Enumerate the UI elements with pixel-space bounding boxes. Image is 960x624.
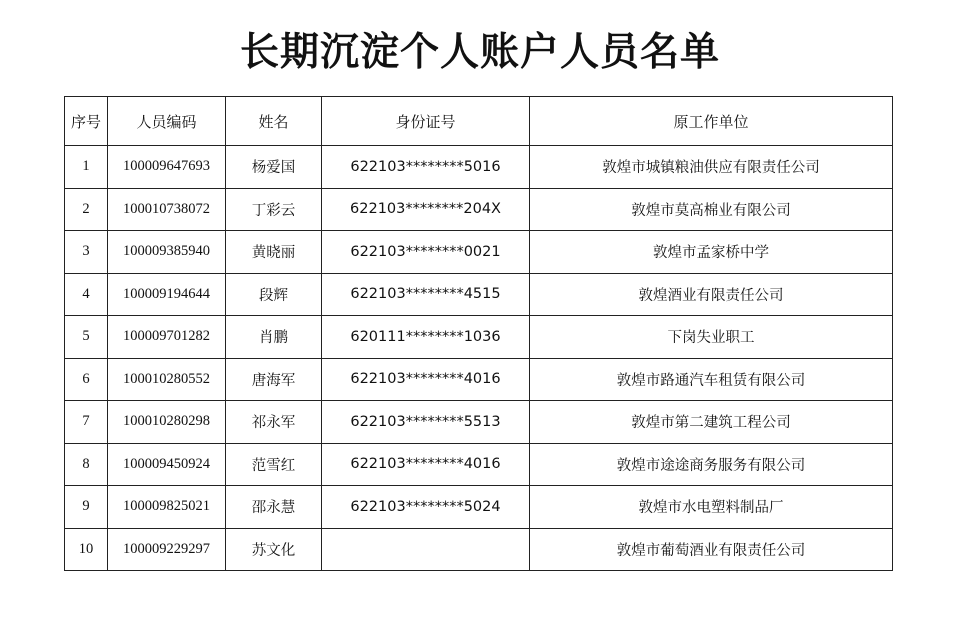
cell-seq: 5 — [65, 316, 108, 359]
page-title: 长期沉淀个人账户人员名单 — [239, 29, 720, 75]
cell-seq: 9 — [65, 486, 108, 529]
cell-name: 段辉 — [226, 273, 322, 316]
cell-id: 622103********5513 — [322, 401, 530, 444]
table-row — [65, 273, 893, 316]
cell-seq: 4 — [65, 273, 108, 316]
cell-id: 622103********4016 — [322, 358, 530, 401]
cell-seq: 3 — [65, 231, 108, 274]
cell-name: 杨爱国 — [226, 146, 322, 189]
cell-seq: 2 — [65, 188, 108, 231]
cell-id: 622103********5024 — [322, 486, 530, 529]
cell-code: 100009825021 — [108, 486, 226, 529]
header-seq: 序号 — [65, 97, 108, 146]
table-row — [65, 188, 893, 231]
table-row — [65, 401, 893, 444]
cell-seq: 10 — [65, 528, 108, 571]
table-row — [65, 231, 893, 274]
cell-name: 丁彩云 — [226, 188, 322, 231]
cell-code: 100009450924 — [108, 443, 226, 486]
cell-code: 100010280552 — [108, 358, 226, 401]
cell-name: 唐海军 — [226, 358, 322, 401]
cell-id: 622103********4016 — [322, 443, 530, 486]
cell-unit: 敦煌市第二建筑工程公司 — [530, 401, 893, 444]
cell-unit: 敦煌市孟家桥中学 — [530, 231, 893, 274]
cell-name: 黄晓丽 — [226, 231, 322, 274]
cell-seq: 1 — [65, 146, 108, 189]
cell-seq: 8 — [65, 443, 108, 486]
cell-unit: 敦煌市水电塑料制品厂 — [530, 486, 893, 529]
cell-id: 622103********0021 — [322, 231, 530, 274]
cell-unit: 敦煌市葡萄酒业有限责任公司 — [530, 528, 893, 571]
cell-name: 范雪红 — [226, 443, 322, 486]
cell-name: 肖鹏 — [226, 316, 322, 359]
cell-id — [322, 528, 530, 571]
cell-code: 100009385940 — [108, 231, 226, 274]
cell-name: 苏文化 — [226, 528, 322, 571]
cell-code: 100009229297 — [108, 528, 226, 571]
cell-name: 祁永军 — [226, 401, 322, 444]
cell-unit: 敦煌市城镇粮油供应有限责任公司 — [530, 146, 893, 189]
cell-unit: 敦煌市莫高棉业有限公司 — [530, 188, 893, 231]
cell-name: 邵永慧 — [226, 486, 322, 529]
cell-code: 100009701282 — [108, 316, 226, 359]
personnel-table — [64, 96, 893, 571]
header-name: 姓名 — [226, 97, 322, 146]
cell-unit: 敦煌市路通汽车租赁有限公司 — [530, 358, 893, 401]
cell-unit: 下岗失业职工 — [530, 316, 893, 359]
cell-seq: 6 — [65, 358, 108, 401]
table-header-row — [65, 97, 893, 146]
table-row — [65, 316, 893, 359]
cell-unit: 敦煌酒业有限责任公司 — [530, 273, 893, 316]
table-row — [65, 528, 893, 571]
table-row — [65, 358, 893, 401]
cell-code: 100010280298 — [108, 401, 226, 444]
header-id: 身份证号 — [322, 97, 530, 146]
table-row — [65, 486, 893, 529]
cell-seq: 7 — [65, 401, 108, 444]
header-code: 人员编码 — [108, 97, 226, 146]
cell-id: 620111********1036 — [322, 316, 530, 359]
cell-id: 622103********204X — [322, 188, 530, 231]
cell-code: 100010738072 — [108, 188, 226, 231]
cell-unit: 敦煌市途途商务服务有限公司 — [530, 443, 893, 486]
cell-id: 622103********4515 — [322, 273, 530, 316]
cell-code: 100009647693 — [108, 146, 226, 189]
cell-code: 100009194644 — [108, 273, 226, 316]
header-unit: 原工作单位 — [530, 97, 893, 146]
table-row — [65, 146, 893, 189]
cell-id: 622103********5016 — [322, 146, 530, 189]
table-row — [65, 443, 893, 486]
